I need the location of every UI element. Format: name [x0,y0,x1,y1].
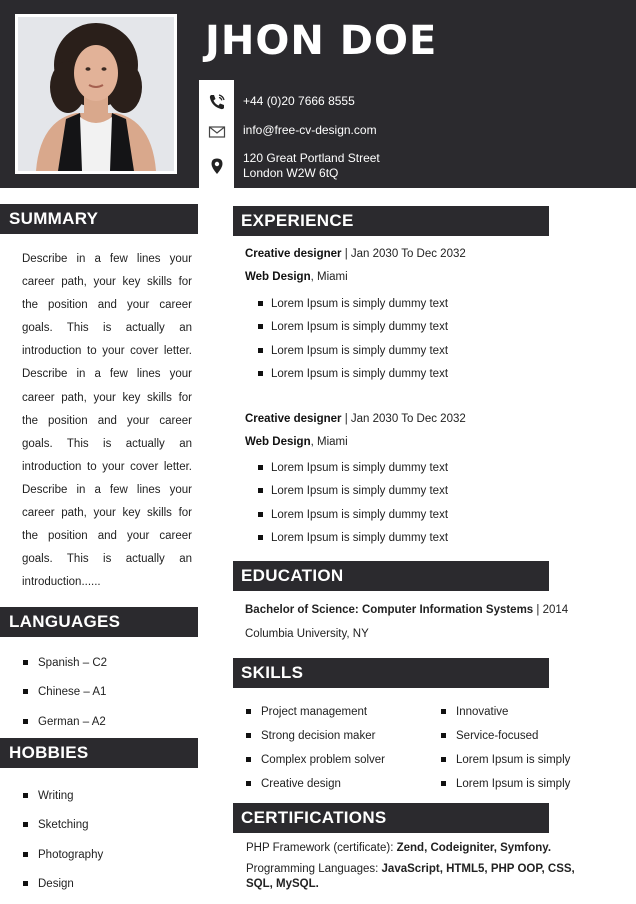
map-pin-icon [208,157,226,175]
contact-phone: +44 (0)20 7666 8555 [243,94,355,108]
skill-item: Creative design [246,776,385,800]
job-bullet: Lorem Ipsum is simply dummy text [258,530,448,553]
job-bullets [258,296,448,389]
summary-text: Describe in a few lines your career path, your key skills for the position and your career goals. This is actually an introduction to your cover letter. Describe in a few lines your career path, your key skills for the position and your career goals. This is actually an introduction to your cover letter. Describe in a few lines your career path, your key skills for the position and your career goals. This is actually an introduction...... [22,253,192,589]
job-bullet: Lorem Ipsum is simply dummy text [258,483,448,506]
job-dates: | Jan 2030 To Dec 2032 [341,413,466,425]
cert-label: PHP Framework (certificate): [246,842,397,854]
job-bullet: Lorem Ipsum is simply dummy text [258,507,448,530]
job-role: Creative designer [245,248,342,260]
job-title-line [245,248,466,260]
hobbies-list [22,787,103,904]
hobby-item: Sketching [22,816,103,845]
job-role: Creative designer [245,413,342,425]
job-bullet: Lorem Ipsum is simply dummy text [258,343,448,366]
job-dates: | Jan 2030 To Dec 2032 [341,248,466,260]
experience-heading: EXPERIENCE [233,206,549,236]
education-heading: EDUCATION [233,561,549,591]
skills-list-col2 [441,704,570,800]
cert-value: Zend, Codeigniter, Symfony. [396,842,552,854]
skill-item: Project management [246,704,385,728]
phone-icon [208,93,226,111]
contact-address-line1: 120 Great Portland Street [243,151,380,165]
job-company: Web Design [245,271,311,283]
skill-item: Lorem Ipsum is simply [441,776,570,800]
hobby-item: Photography [22,846,103,875]
header-band [0,0,636,188]
hobby-item: Design [22,875,103,904]
job-bullet: Lorem Ipsum is simply dummy text [258,366,448,389]
language-item: Spanish – C2 [22,654,107,683]
profile-photo [18,17,174,171]
job-title-line [245,413,466,425]
summary-heading: SUMMARY [0,204,198,234]
job-location: , Miami [310,436,348,448]
education-degree: Bachelor of Science: Computer Information Systems [245,604,534,616]
education-school: Columbia University, NY [245,628,369,640]
job-location: , Miami [310,271,348,283]
contact-email: info@free-cv-design.com [243,123,377,137]
skill-item: Lorem Ipsum is simply [441,752,570,776]
job-bullet: Lorem Ipsum is simply dummy text [258,296,448,319]
envelope-icon [208,123,226,141]
hobby-item: Writing [22,787,103,816]
person-name: JHON DOE [205,18,438,64]
job-bullet: Lorem Ipsum is simply dummy text [258,319,448,342]
languages-list [22,654,107,742]
language-item: German – A2 [22,713,107,742]
contact-address-line2: London W2W 6tQ [243,166,339,180]
education-year: | 2014 [533,604,569,616]
job-company: Web Design [245,436,311,448]
skill-item: Strong decision maker [246,728,385,752]
certification-line-1 [246,841,591,856]
job-bullets [258,460,448,553]
skill-item: Complex problem solver [246,752,385,776]
contact-icon-strip [199,80,234,188]
certification-line-2 [246,862,591,892]
cert-label: Programming Languages: [246,863,382,875]
skill-item: Innovative [441,704,570,728]
skills-heading: SKILLS [233,658,549,688]
cert-value: JavaScript, HTML5, PHP OOP, CSS, SQL, MySQL. [246,863,575,890]
job-company-line [245,436,348,448]
education-degree-line [245,604,568,616]
certifications-heading: CERTIFICATIONS [233,803,549,833]
hobbies-heading: HOBBIES [0,738,198,768]
language-item: Chinese – A1 [22,683,107,712]
skill-item: Service-focused [441,728,570,752]
job-company-line [245,271,348,283]
profile-photo-frame [15,14,177,174]
portrait-illustration [18,17,174,171]
job-bullet: Lorem Ipsum is simply dummy text [258,460,448,483]
languages-heading: LANGUAGES [0,607,198,637]
skills-list-col1 [246,704,385,800]
